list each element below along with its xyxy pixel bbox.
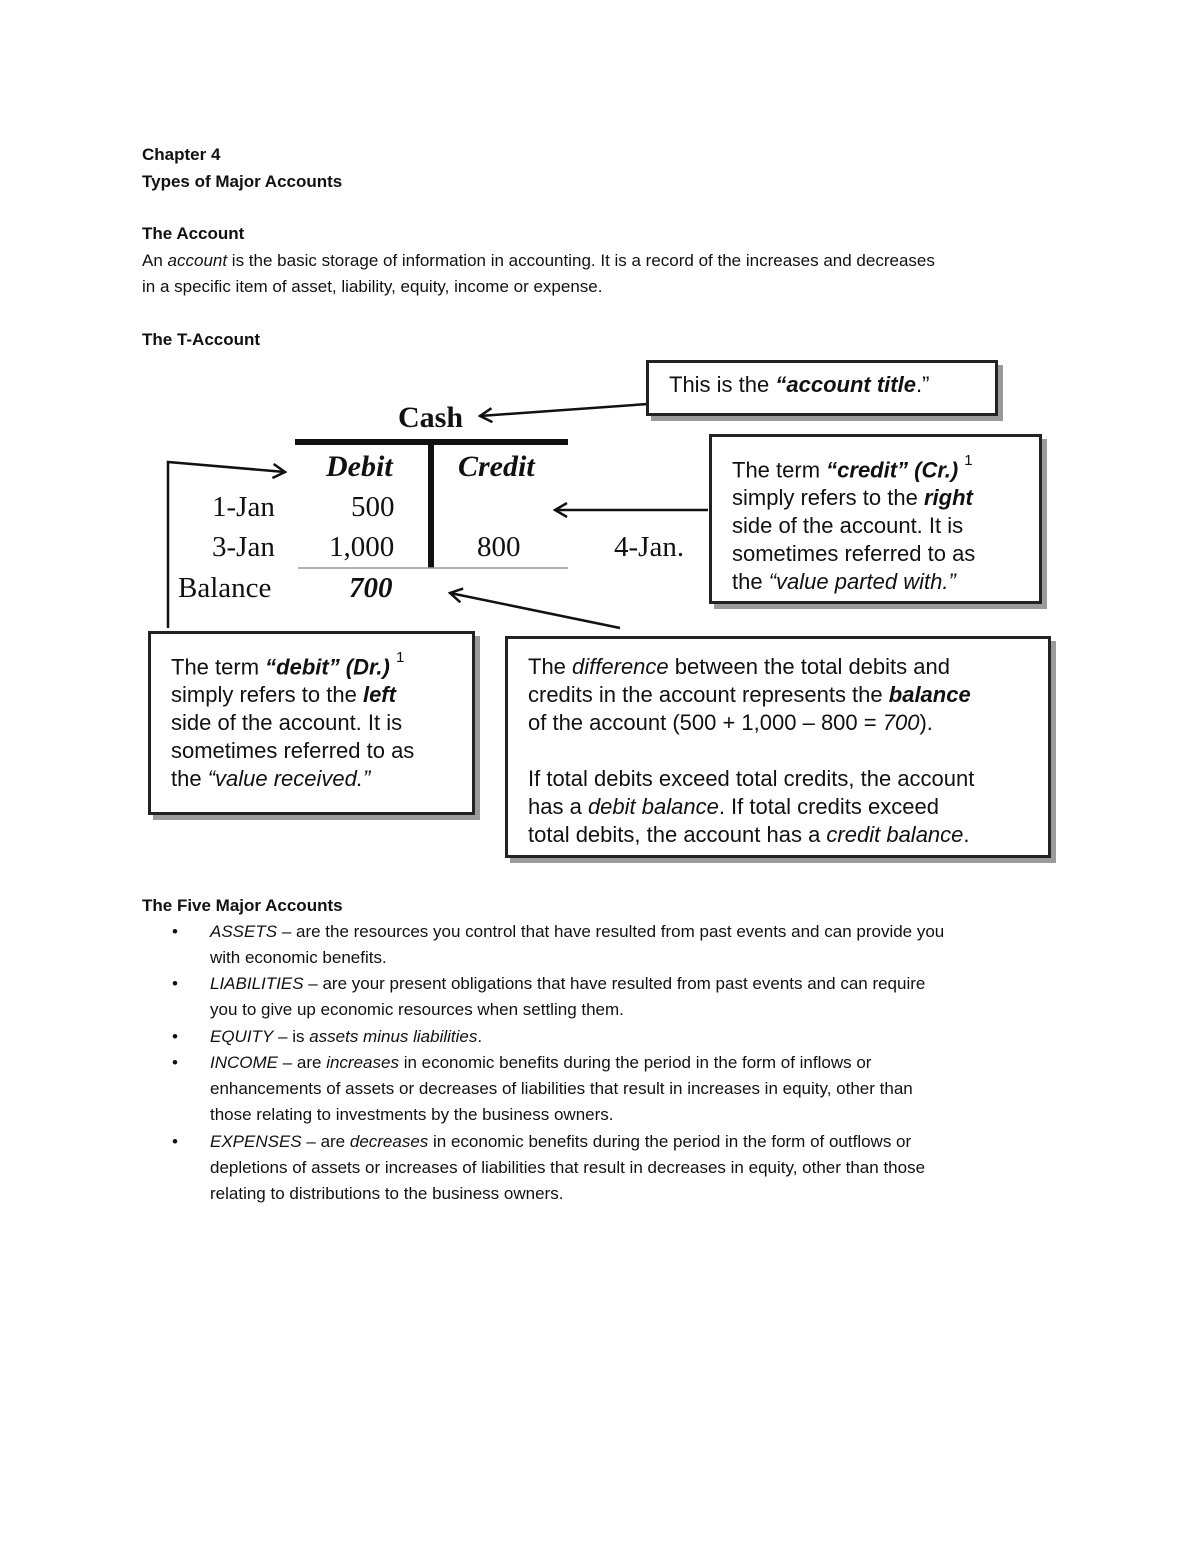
bullet-icon: • [172, 1053, 178, 1072]
row-label: 3-Jan [212, 531, 275, 563]
list-item-equity: EQUITY – is assets minus liabilities. [210, 1027, 483, 1046]
bullet-icon: • [172, 922, 178, 941]
page-title: Types of Major Accounts [142, 172, 343, 191]
list-item-expenses: EXPENSES – are decreases in economic benefits during the period in the form of outflows or depletions of assets or increases of liabilities that result in decreases in equity, other than those relating to distributions to the business owners. [210, 1132, 926, 1203]
bullet-icon: • [172, 974, 178, 993]
callout-debit: The term “debit” (Dr.) $^1$ simply refers to the left side of the account. It is sometimes referred to as the “value received.” [148, 631, 475, 815]
list-item-liabilities: LIABILITIES – are your present obligations that have resulted from past events and can require you to give up economic resources when settling them. [210, 974, 926, 1019]
row-debit: 1,000 [329, 531, 395, 563]
debit-header: Debit [326, 450, 393, 483]
account-text-line1: An account is the basic storage of information in accounting. It is a record of the increases and decreases [142, 251, 935, 270]
account-heading: The Account [142, 224, 245, 243]
row-label: 1-Jan [212, 491, 275, 523]
row-credit-date: 4-Jan. [614, 531, 685, 563]
row-debit: 500 [351, 491, 395, 523]
arrow-to-balance [450, 593, 620, 628]
bullet-icon: • [172, 1027, 178, 1046]
credit-header: Credit [458, 450, 535, 483]
arrow-to-title [480, 404, 648, 416]
account-text-line2: in a specific item of asset, liability, equity, income or expense. [142, 277, 603, 296]
balance-value: 700 [349, 572, 393, 604]
t-account-heading: The T-Account [142, 330, 261, 349]
callout-credit: The term “credit” (Cr.) $^1$ simply refers to the right side of the account. It is sometimes referred to as the “value parted with.” [709, 434, 1042, 604]
bullet-icon: • [172, 1132, 178, 1151]
account-title-cash: Cash [398, 401, 464, 434]
callout-balance: The difference between the total debits and credits in the account represents the balance of the account (500 + 1,000 – 800 = 700). If total debits exceed total credits, the account has a debit balance. If total credits exceed total debits, the account has a credit balance. [505, 636, 1051, 858]
chapter-label: Chapter 4 [142, 145, 221, 164]
account-term: account [167, 251, 228, 270]
row-credit: 800 [477, 531, 521, 563]
list-item-assets: ASSETS – are the resources you control that have resulted from past events and can provide you with economic benefits. [210, 922, 945, 967]
arrow-to-debit [168, 462, 285, 628]
callout-account-title: This is the “account title.” [646, 360, 998, 416]
five-accounts-heading: The Five Major Accounts [142, 896, 343, 915]
balance-label: Balance [178, 572, 272, 604]
list-item-income: INCOME – are increases in economic benefits during the period in the form of inflows or enhancements of assets or decreases of liabilities that result in increases in equity, other than those relating to investments by the business owners. [210, 1053, 913, 1124]
